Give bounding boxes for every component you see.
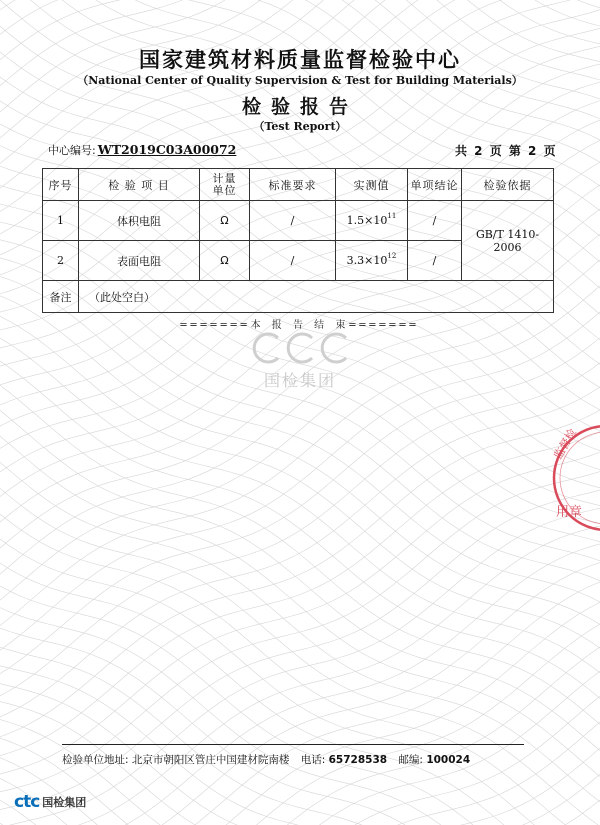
report-title-en: （Test Report） — [253, 120, 347, 133]
svg-text:监督检: 监督检 — [551, 426, 580, 462]
row-seq: 2 — [43, 241, 79, 281]
header-unit-line2: 单位 — [212, 183, 237, 197]
row-measured — [336, 201, 408, 241]
center-number-label: 中心编号: — [48, 144, 96, 157]
footer-contact — [62, 752, 532, 767]
header-unit — [200, 169, 250, 201]
center-number-value: WT2019C03A00072 — [97, 142, 237, 157]
row-requirement: / — [250, 241, 336, 281]
phone-value: 65728538 — [328, 754, 388, 766]
table-header-row — [43, 169, 554, 201]
svg-text:用章: 用章 — [556, 505, 583, 520]
measured-exponent: 11 — [387, 212, 397, 220]
header-basis: 检验依据 — [462, 169, 554, 201]
test-results-table — [42, 168, 554, 313]
group-watermark-text: 国检集团 — [263, 371, 336, 390]
header-conclusion: 单项结论 — [408, 169, 462, 201]
remark-value: （此处空白） — [79, 281, 554, 313]
table-row — [43, 201, 554, 241]
header-item: 检 验 项 目 — [79, 169, 200, 201]
ccc-watermark-logo — [248, 330, 352, 370]
page-indicator: 共 2 页 第 2 页 — [455, 144, 556, 158]
header-seq: 序号 — [43, 169, 79, 201]
brand-name: 国检集团 — [42, 796, 87, 809]
report-end-marker: ═══════本 报 告 结 束═══════ — [180, 320, 420, 331]
ctc-logo: ctc — [14, 792, 40, 812]
row-measured — [336, 241, 408, 281]
header-measured: 实测值 — [336, 169, 408, 201]
footer-rule — [62, 744, 524, 745]
row-requirement: / — [250, 201, 336, 241]
document-title-en: （National Center of Quality Supervision & Test for Building Materials） — [77, 74, 523, 87]
row-unit: Ω — [200, 241, 250, 281]
postcode-value: 100024 — [426, 754, 471, 766]
address-label: 检验单位地址: — [62, 754, 129, 766]
report-title-cn: 检验报告 — [241, 96, 358, 118]
measured-exponent: 12 — [387, 252, 397, 260]
remark-row — [43, 281, 554, 313]
header-unit-line1: 计量 — [212, 171, 237, 185]
row-conclusion: / — [408, 241, 462, 281]
center-number — [48, 142, 236, 158]
measured-base: 3.3×10 — [346, 254, 388, 267]
official-seal-stamp — [530, 418, 600, 542]
brand-logo — [14, 792, 86, 812]
address-value: 北京市朝阳区管庄中国建材院南楼 — [131, 754, 290, 766]
row-item: 体积电阻 — [79, 201, 200, 241]
row-unit: Ω — [200, 201, 250, 241]
row-conclusion: / — [408, 201, 462, 241]
measured-base: 1.5×10 — [346, 214, 388, 227]
remark-label: 备注 — [43, 281, 79, 313]
header-requirement: 标准要求 — [250, 169, 336, 201]
row-basis: GB/T 1410-2006 — [462, 201, 554, 281]
document-title-cn: 国家建筑材料质量监督检验中心 — [139, 48, 461, 72]
row-item: 表面电阻 — [79, 241, 200, 281]
phone-label: 电话: — [300, 754, 326, 766]
row-seq: 1 — [43, 201, 79, 241]
postcode-label: 邮编: — [398, 754, 423, 766]
